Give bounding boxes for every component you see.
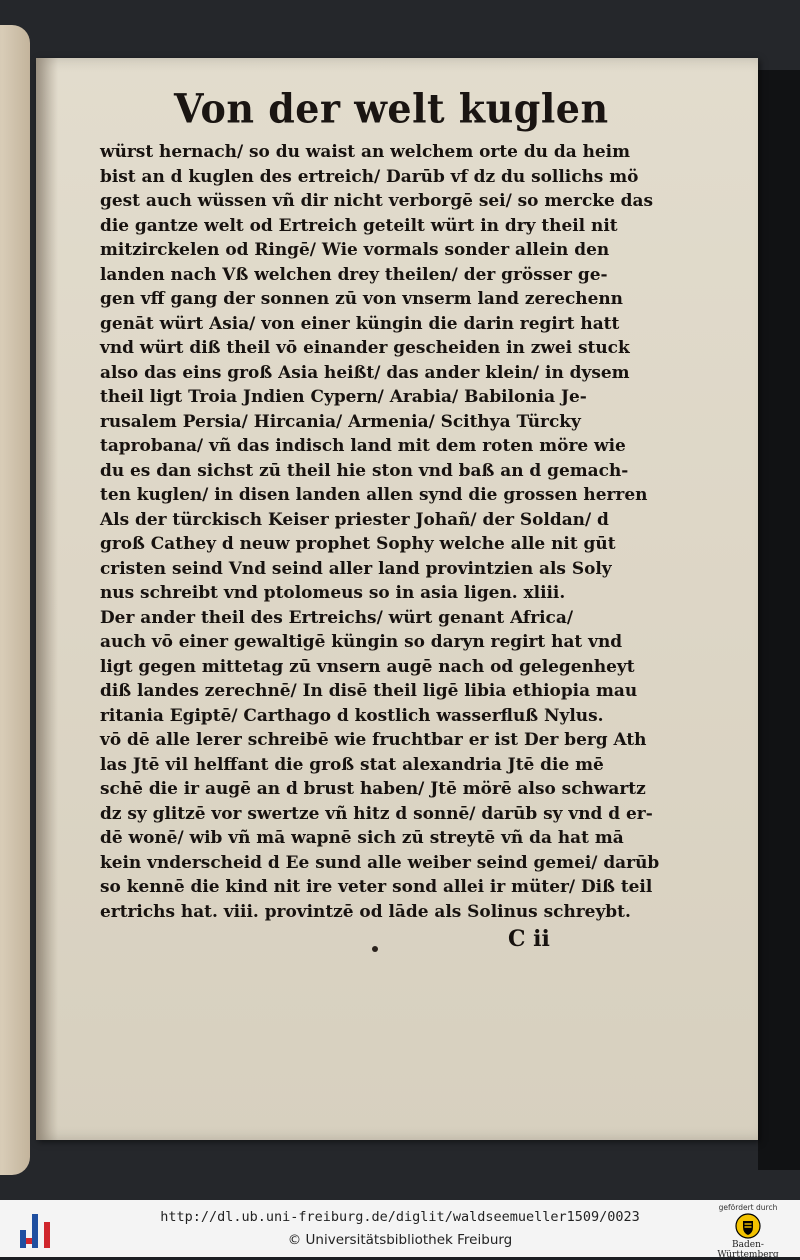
- text-line: gest auch wüssen vñ dir nicht verborgē sei/ so mercke das: [100, 191, 654, 211]
- text-line: würst hernach/ so du waist an welchem orte du da heim: [100, 142, 631, 162]
- text-line: du es dan sichst zū theil hie ston vnd baß an d gemach-: [100, 460, 629, 481]
- footer-bar: [0, 1200, 800, 1260]
- text-line: dē wonē/ wib vñ mā wapnē sich zū streytē vñ da hat mā: [100, 828, 624, 848]
- text-line: schē die ir augē an d brust haben/ Jtē mörē also schwartz: [100, 779, 646, 799]
- book-page: [36, 58, 758, 1140]
- text-line: landen nach Vß welchen drey theilen/ der grösser ge-: [100, 264, 608, 285]
- text-line: vō dē alle lerer schreibē wie fruchtbar er ist Der berg Ath: [100, 730, 647, 750]
- text-line: ten kuglen/ in disen landen allen synd die grossen herren: [100, 485, 648, 505]
- copyright-text: © Universitätsbibliothek Freiburg: [287, 1232, 513, 1248]
- document-url-link[interactable]: http://dl.ub.uni-freiburg.de/diglit/waldseemueller1509/0023: [160, 1209, 640, 1225]
- text-line: ertrichs hat. viii. provintzē od lāde als Solinus schreybt.: [100, 901, 631, 922]
- text-line: die gantze welt od Ertreich geteilt würt in dry theil nit: [100, 215, 618, 236]
- gutter-shadow: [36, 58, 58, 1140]
- signature-mark: C ii: [508, 926, 550, 952]
- text-line: bist an d kuglen des ertreich/ Darūb vf dz du sollichs mö: [100, 166, 639, 187]
- coat-of-arms-icon: [735, 1213, 761, 1239]
- text-line: las Jtē vil helffant die groß stat alexandria Jtē die mē: [100, 754, 604, 775]
- funding-label: gefördert durch: [718, 1203, 778, 1212]
- text-line: mitzirckelen od Ringē/ Wie vormals sonder allein den: [100, 240, 610, 260]
- scan-background-strip: [758, 70, 800, 1170]
- text-line: rusalem Persia/ Hircania/ Armenia/ Scithya Türcky: [100, 411, 581, 432]
- text-line: cristen seind Vnd seind aller land provintzien als Soly: [100, 558, 612, 579]
- text-block: [100, 140, 750, 924]
- facing-page-edge: [0, 25, 30, 1175]
- text-line: Der ander theil des Ertreichs/ würt genant Africa/: [100, 607, 574, 628]
- text-line: auch vō einer gewaltigē küngin so daryn regirt hat vnd: [100, 632, 623, 652]
- text-line: ligt gegen mittetag zū vnsern augē nach od gelegenheyt: [100, 656, 635, 677]
- page-heading: Von der welt kuglen: [174, 84, 609, 133]
- text-line: Als der türckisch Keiser priester Johañ/ der Soldan/ d: [100, 509, 609, 530]
- text-line: diß landes zerechnē/ In disē theil ligē libia ethiopia mau: [100, 681, 638, 701]
- text-line: dz sy glitzē vor swertze vñ hitz d sonnē/ darūb sy vnd d er-: [100, 803, 653, 824]
- text-line: ritania Egiptē/ Carthago d kostlich wasserfluß Nylus.: [100, 705, 604, 726]
- text-line: nus schreibt vnd ptolomeus so in asia ligen. xliii.: [100, 583, 566, 603]
- text-line: vnd würt diß theil vō einander gescheiden in zwei stuck: [100, 338, 630, 358]
- funder-name: Baden-Württemberg: [717, 1240, 779, 1260]
- funding-notice: [702, 1203, 794, 1260]
- text-line: so kennē die kind nit ire veter sond allei ir müter/ Diß teil: [100, 877, 653, 897]
- text-line: taprobana/ vñ das indisch land mit dem roten möre wie: [100, 436, 626, 456]
- text-line: groß Cathey d neuw prophet Sophy welche alle nit gūt: [100, 534, 616, 554]
- ink-dot: [372, 946, 378, 952]
- text-line: also das eins groß Asia heißt/ das ander klein/ in dysem: [100, 362, 630, 383]
- text-line: gen vff gang der sonnen zū von vnserm land zerechenn: [100, 289, 623, 309]
- text-line: theil ligt Troia Jndien Cypern/ Arabia/ Babilonia Je-: [100, 387, 587, 407]
- text-line: genāt würt Asia/ von einer küngin die darin regirt hatt: [100, 313, 620, 334]
- text-line: kein vnderscheid d Ee sund alle weiber seind gemei/ darūb: [100, 852, 660, 873]
